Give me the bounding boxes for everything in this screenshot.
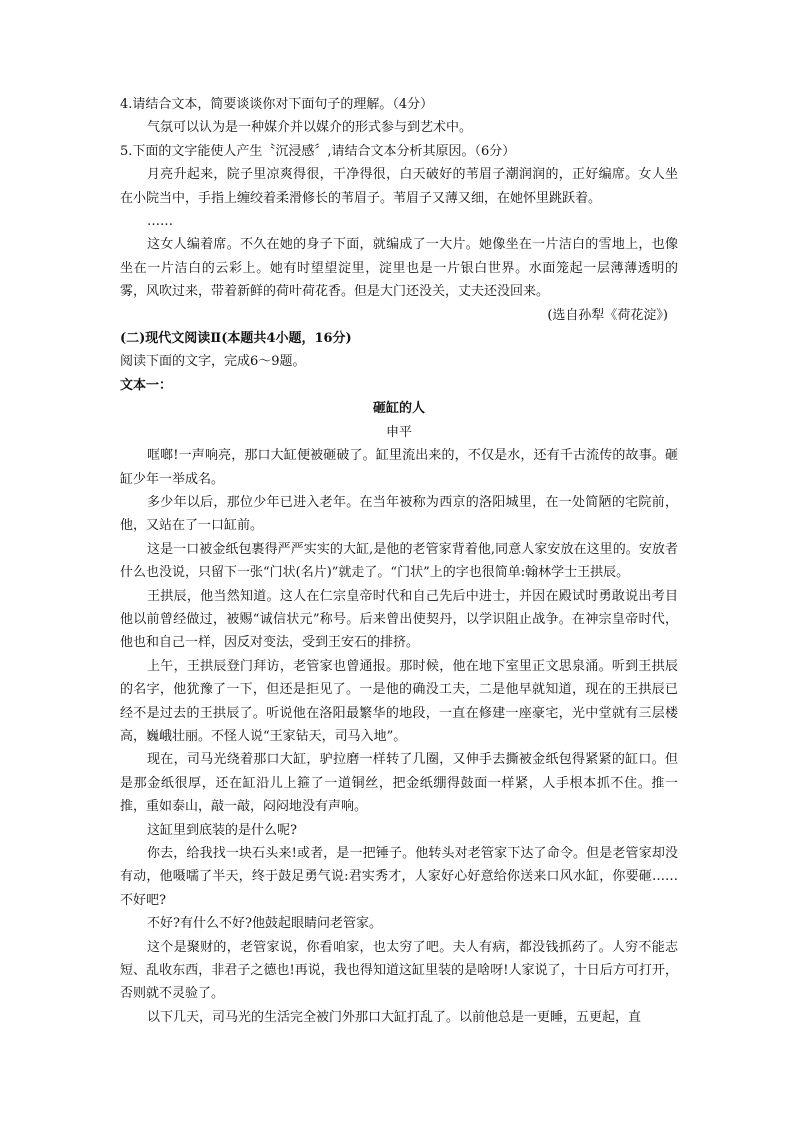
question-5-ellipsis: …… [147,214,173,230]
article-paragraph: 以下几天，司马光的生活完全被门外那口大缸打乱了。以前他总是一更睡，五更起，直 [147,1009,642,1025]
article-paragraph: 上午，王拱辰登门拜访，老管家也曾通报。那时候，他在地下室里正文思泉涌。听到王拱辰的名字，他犹豫了一下，但还是拒见了。一是他的确没工夫，二是他早就知道，现在的王拱辰已经不是过去的王拱辰了。听说他在洛阳最繁华的地段，一直在修建一座豪宅，光中堂就有三层楼高，巍峨壮丽。不怪人说“王家钻天，司马入地”。 [120,658,678,744]
question-5: 5.下面的文字能使人产生〝沉浸感〞,请结合文本分析其原因。（6分） [120,143,516,159]
article-author: 申平 [385,424,412,440]
text-label: 文本一： [120,377,173,393]
article-title: 砸缸的人 [372,401,425,417]
section-heading: (二)现代文阅读Ⅱ(本题共4小题，16分) [120,331,352,347]
section-instruction: 阅读下面的文字，完成6～9题。 [120,354,306,370]
question-5-passage-1: 月亮升起来，院子里凉爽得很，干净得很，白天破好的苇眉子潮润润的，正好编席。女人坐在小院当中，手指上缠绞着柔滑修长的苇眉子。苇眉子又薄又细，在她怀里跳跃着。 [120,167,678,206]
article-paragraph: 不好?有什么不好?他鼓起眼睛问老管家。 [147,916,382,932]
article-paragraph: 你去，给我找一块石头来!或者，是一把锤子。他转头对老管家下达了命令。但是老管家却没有动，他嗫嚅了半天，终于鼓足勇气说:君实秀才，人家好心好意给你送来口风水缸，你要砸……不好吧? [120,846,678,908]
article-paragraph: 哐啷!一声响亮，那口大缸便被砸破了。缸里流出来的，不仅是水，还有千古流传的故事。砸缸少年一举成名。 [120,448,678,487]
article-paragraph: 这是一口被金纸包裹得严严实实的大缸,是他的老管家背着他,同意人家安放在这里的。安放者什么也没说，只留下一张“门状(名片)”就走了。“门状”上的字也很简单:翰林学士王拱辰。 [120,541,678,581]
article-paragraph: 现在，司马光绕着那口大缸，驴拉磨一样转了几圈，又伸手去撕被金纸包得紧紧的缸口。但是那金纸很厚，还在缸沿儿上箍了一道铜丝，把金纸绷得鼓面一样紧，人手根本抓不住。推一推，重如泰山，敲一敲，闷闷地没有声响。 [120,752,678,815]
question-5-source: (选自孙犁《荷花淀》) [547,307,668,323]
question-5-passage-2: 这女人编着席。不久在她的身子下面，就编成了一大片。她像坐在一片洁白的雪地上，也像坐在一片洁白的云彩上。她有时望望淀里，淀里也是一片银白世界。水面笼起一层薄薄透明的雾，风吹过来，带着新鲜的荷叶荷花香。但是大门还没关，丈夫还没回来。 [120,237,678,300]
article-paragraph: 这缸里到底装的是什么呢? [147,822,297,838]
article-paragraph: 这个是聚财的，老管家说，你看咱家，也太穷了吧。夫人有病，都没钱抓药了。人穷不能志短、乱收东西，非君子之德也!再说，我也得知道这缸里装的是啥呀!人家说了，十日后方可打开，否则就不灵验了。 [120,939,678,1002]
article-paragraph: 王拱辰，他当然知道。这人在仁宗皇帝时代和自己先后中进士，并因在殿试时勇敢说出考目他以前曾经做过，被赐“诚信状元”称号。后来曾出使契丹，以学识阻止战争。在神宗皇帝时代，他也和自己一样，因反对变法，受到王安石的排挤。 [120,588,678,651]
article-paragraph: 多少年以后，那位少年已进入老年。在当年被称为西京的洛阳城里，在一处简陋的宅院前，他，又站在了一口缸前。 [120,494,678,534]
question-4-quote: 气氛可以认为是一种媒介并以媒介的形式参与到艺术中。 [147,120,473,136]
question-4: 4.请结合文本，简要谈谈你对下面句子的理解。（4分） [120,97,434,112]
